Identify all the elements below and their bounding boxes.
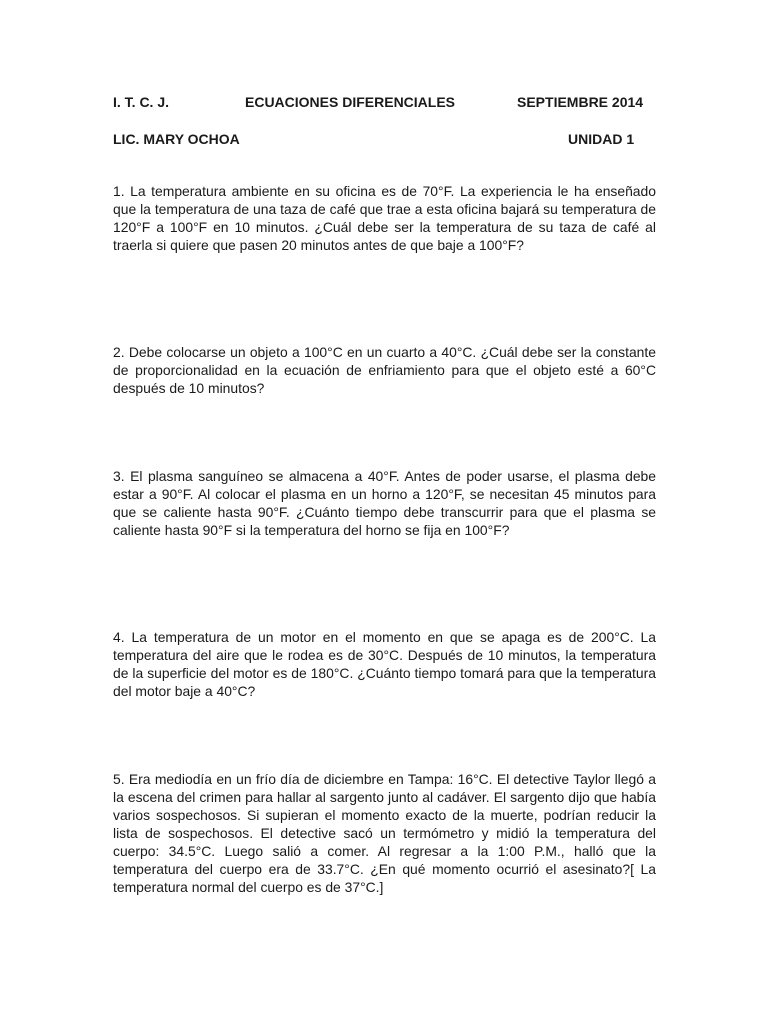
problem-2: 2. Debe colocarse un objeto a 100°C en un cuarto a 40°C. ¿Cuál debe ser la constante de proporcionalidad en la ecuación de enfriamiento para que el objeto esté a 60°C después de 10 minutos?: [113, 344, 656, 396]
institution-header: I. T. C. J.: [113, 94, 170, 110]
teacher-name: LIC. MARY OCHOA: [113, 131, 240, 147]
problem-4: 4. La temperatura de un motor en el momento en que se apaga es de 200°C. La temperatura del aire que le rodea es de 30°C. Después de 10 minutos, la temperatura de la superficie del motor es de 180°C. ¿Cuánto tiempo tomará para que la temperatura del motor baje a 40°C?: [113, 629, 656, 699]
date-header: SEPTIEMBRE 2014: [517, 94, 644, 110]
unit-label: UNIDAD 1: [568, 131, 635, 147]
problem-1: 1. La temperatura ambiente en su oficina es de 70°F. La experiencia le ha enseñado que la temperatura de una taza de café que trae a esta oficina bajará su temperatura de 120°F a 100°F en 10 minutos. ¿Cuál debe ser la temperatura de su taza de café al traerla si quiere que pasen 20 minutos antes de que baje a 100°F?: [113, 183, 656, 253]
course-title: ECUACIONES DIFERENCIALES: [245, 94, 456, 110]
problem-5: 5. Era mediodía en un frío día de diciembre en Tampa: 16°C. El detective Taylor llegó a la escena del crimen para hallar al sargento junto al cadáver. El sargento dijo que había varios sospechosos. Si supieran el momento exacto de la muerte, podrían reducir la lista de sospechosos. El detective sacó un termómetro y midió la temperatura del cuerpo: 34.5°C. Luego salió a comer. Al regresar a la 1:00 P.M., halló que la temperatura del cuerpo era de 33.7°C. ¿En qué momento ocurrió el asesinato?[ La temperatura normal del cuerpo es de 37°C.]: [113, 771, 656, 895]
problem-3: 3. El plasma sanguíneo se almacena a 40°F. Antes de poder usarse, el plasma debe estar a 90°F. Al colocar el plasma en un horno a 120°F, se necesitan 45 minutos para que se caliente hasta 90°F. ¿Cuánto tiempo debe transcurrir para que el plasma se caliente hasta 90°F si la temperatura del horno se fija en 100°F?: [113, 468, 656, 538]
